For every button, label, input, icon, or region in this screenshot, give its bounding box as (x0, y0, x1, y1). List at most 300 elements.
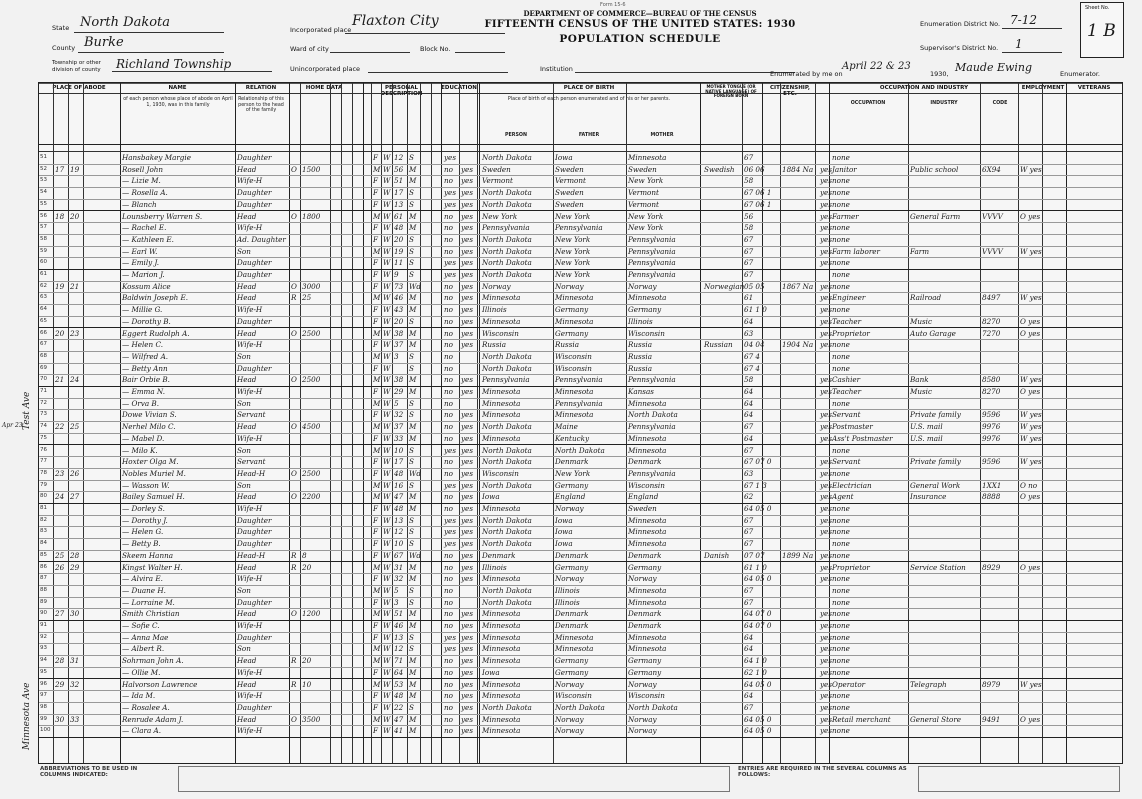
cell-cit: 1899 Na (782, 550, 814, 560)
cell-cit: 1904 Na (782, 340, 814, 350)
cell-rd: yes (461, 328, 474, 338)
cell-val: 1800 (302, 211, 321, 221)
enumerated-label: Enumerated by me on (770, 70, 843, 78)
cell-code: 62 (744, 492, 754, 502)
cell-fam: 24 (70, 375, 80, 385)
cell-sch: no (444, 656, 453, 666)
cell-race: W (383, 597, 391, 607)
cell-fam: 19 (70, 164, 80, 174)
table-row (39, 679, 1122, 691)
cell-occ: Retail merchant (832, 714, 891, 724)
cell-race: W (383, 223, 391, 233)
cell-mpob: Norway (628, 714, 657, 724)
cell-pob: Denmark (482, 550, 516, 560)
table-row (39, 351, 1122, 363)
cell-eng: yes (820, 656, 833, 666)
cell-eng: yes (820, 340, 833, 350)
cell-emp: W yes (1020, 164, 1042, 174)
cell-name: — Albert R. (122, 644, 165, 654)
cell-eng: yes (820, 550, 833, 560)
cell-pob: Minnesota (482, 644, 521, 654)
cell-fpob: Norway (555, 714, 584, 724)
cell-ind: Public school (910, 164, 959, 174)
cell-eng: yes (820, 387, 833, 396)
cell-occ: none (832, 445, 850, 455)
cell-fpob: Norway (555, 726, 584, 736)
cell-rel: Wife-H (237, 340, 263, 350)
cell-pob: Minnesota (482, 691, 521, 701)
cell-pob: North Dakota (482, 270, 532, 279)
cell-ind: Railroad (910, 293, 942, 303)
cell-name: — Dorley S. (122, 504, 165, 513)
cell-fpob: Iowa (555, 527, 573, 537)
cell-code: 07 07 (744, 550, 765, 560)
cell-rel: Daughter (237, 527, 272, 537)
cell-val: 10 (302, 679, 312, 689)
cell-fpob: New York (555, 258, 591, 268)
cell-rel: Wife-H (237, 667, 263, 677)
cell-rel: Daughter (237, 188, 272, 198)
cell-rd: yes (461, 726, 474, 736)
cell-n: 77 (40, 458, 47, 465)
cell-rd: yes (461, 270, 474, 279)
cell-mpob: Norway (628, 726, 657, 736)
group-place-of-birth: PLACE OF BIRTH (563, 85, 615, 91)
cell-code: 61 1 0 (744, 305, 767, 315)
cell-name: — Mabel D. (122, 433, 165, 443)
cell-dw: 28 (55, 656, 65, 666)
table-row (39, 714, 1122, 726)
cell-sex: F (373, 527, 378, 537)
cell-fpob: New York (555, 468, 591, 478)
cell-race: W (383, 632, 391, 642)
cell-name: — Sofie C. (122, 621, 160, 630)
cell-age: 3 (394, 597, 399, 607)
cell-fam: 29 (70, 562, 80, 572)
cell-mpob: Minnesota (628, 433, 667, 443)
cell-mpob: North Dakota (628, 702, 678, 712)
cell-n: 55 (40, 200, 47, 207)
cell-rd: yes (461, 258, 474, 268)
cell-occ: none (832, 199, 850, 209)
cell-n: 58 (40, 235, 47, 242)
cell-rel: Son (237, 246, 251, 256)
table-row (39, 690, 1122, 702)
cell-sch: no (444, 562, 453, 572)
cell-code: 56 (744, 211, 754, 221)
cell-sch: no (444, 316, 453, 326)
cell-n: 89 (40, 598, 47, 605)
cell-ms: S (409, 445, 414, 455)
cell-code: 64 (744, 644, 754, 654)
cell-ms: Wd (409, 468, 421, 478)
cell-occ: Teacher (832, 316, 862, 326)
cell-name: — Anna Mae (122, 632, 169, 642)
cell-rd: yes (461, 164, 474, 174)
state-label: State (52, 24, 70, 32)
cell-eng: yes (820, 199, 833, 209)
cell-race: W (383, 714, 391, 724)
cell-sex: M (373, 211, 381, 221)
cell-name: Smith Christian (122, 609, 180, 619)
cell-name: — Dorothy J. (122, 515, 168, 525)
cell-mpob: Germany (628, 667, 662, 677)
cell-own: O (291, 375, 297, 385)
cell-race: W (383, 316, 391, 326)
cell-rd: yes (461, 223, 474, 233)
cell-fpob: Iowa (555, 539, 573, 549)
cell-ms: S (409, 234, 414, 244)
cell-rel: Wife-H (237, 726, 263, 736)
cell-name: — Ollie M. (122, 667, 161, 677)
cell-age: 56 (394, 164, 404, 174)
cell-race: W (383, 293, 391, 303)
cell-race: W (383, 281, 391, 291)
cell-sex: F (373, 363, 378, 373)
table-row (39, 328, 1122, 340)
cell-age: 11 (394, 258, 404, 268)
cell-rel: Wife-H (237, 433, 263, 443)
cell-age: 17 (394, 188, 404, 198)
cell-race: W (383, 246, 391, 256)
cell-rd: yes (461, 211, 474, 221)
cell-ocode: 9596 (982, 410, 1001, 420)
cell-eng: yes (820, 621, 833, 630)
cell-ind: General Farm (910, 211, 961, 221)
cell-mpob: Minnesota (628, 153, 667, 162)
cell-ms: M (409, 609, 417, 619)
cell-fpob: Norway (555, 504, 584, 513)
cell-own: R (291, 656, 297, 666)
cell-race: W (383, 702, 391, 712)
cell-pob: Minnesota (482, 316, 521, 326)
cell-ms: M (409, 176, 417, 186)
cell-name: Skeem Hanna (122, 550, 173, 560)
cell-sch: yes (444, 539, 457, 549)
cell-val: 3000 (302, 281, 321, 291)
cell-name: Bailey Samuel H. (122, 492, 185, 502)
cell-mpob: Minnesota (628, 632, 667, 642)
cell-n: 52 (40, 165, 47, 172)
cell-fpob: North Dakota (555, 445, 605, 455)
cell-sex: F (373, 621, 378, 630)
cell-rd: yes (461, 433, 474, 443)
group-employment: EMPLOYMENT (1021, 85, 1065, 91)
cell-pob: North Dakota (482, 234, 532, 244)
cell-fpob: Germany (555, 305, 589, 315)
cell-own: O (291, 281, 297, 291)
cell-pob: Minnesota (482, 621, 521, 630)
enumerated-date: April 22 & 23 (842, 61, 911, 72)
cell-emp: W yes (1020, 679, 1042, 689)
cell-eng: yes (820, 410, 833, 420)
cell-eng: yes (820, 375, 833, 385)
township-label: Township or other division of county (52, 60, 101, 73)
cell-age: 12 (394, 527, 404, 537)
form-number: Form 15-6 (600, 2, 626, 8)
cell-code: 64 (744, 632, 754, 642)
cell-eng: yes (820, 328, 833, 338)
cell-emp: O yes (1020, 316, 1041, 326)
cell-race: W (383, 492, 391, 502)
cell-fpob: Pennsylvania (555, 398, 603, 408)
cell-pob: Wisconsin (482, 328, 519, 338)
cell-fpob: Sweden (555, 164, 584, 174)
cell-ms: M (409, 667, 417, 677)
cell-occ: none (832, 223, 850, 233)
cell-ms: S (409, 644, 414, 654)
table-row (39, 503, 1122, 515)
cell-fpob: Minnesota (555, 410, 594, 420)
cell-race: W (383, 504, 391, 513)
cell-race: W (383, 679, 391, 689)
cell-sch: no (444, 375, 453, 385)
cell-code: 67 (744, 702, 754, 712)
cell-name: — Emma N. (122, 387, 166, 396)
cell-ms: M (409, 375, 417, 385)
cell-name: — Alvira E. (122, 574, 163, 584)
cell-age: 51 (394, 176, 404, 186)
cell-mpob: Germany (628, 305, 662, 315)
cell-n: 95 (40, 668, 47, 675)
table-row (39, 526, 1122, 538)
cell-rd: yes (461, 562, 474, 572)
cell-rel: Servant (237, 457, 266, 467)
cell-race: W (383, 445, 391, 455)
cell-ms: S (409, 316, 414, 326)
cell-name: — Blanch (122, 199, 157, 209)
cell-pob: Minnesota (482, 433, 521, 443)
cell-pob: Minnesota (482, 410, 521, 420)
cell-occ: none (832, 281, 850, 291)
cell-age: 46 (394, 621, 404, 630)
cell-rel: Daughter (237, 153, 272, 162)
cell-name: — Wasson W. (122, 480, 170, 490)
cell-age: 12 (394, 644, 404, 654)
cell-age: 73 (394, 281, 404, 291)
cell-code: 64 (744, 433, 754, 443)
cell-age: 10 (394, 539, 404, 549)
cell-ocode: 9976 (982, 422, 1001, 432)
cell-emp: W yes (1020, 246, 1042, 256)
cell-val: 2500 (302, 328, 321, 338)
cell-pob: Iowa (482, 667, 500, 677)
cell-sch: no (444, 504, 453, 513)
cell-fpob: Maine (555, 422, 578, 432)
cell-rd: yes (461, 527, 474, 537)
cell-sch: no (444, 363, 453, 373)
department: DEPARTMENT OF COMMERCE—BUREAU OF THE CENSUS (523, 9, 757, 18)
cell-fpob: Germany (555, 328, 589, 338)
cell-val: 20 (302, 562, 312, 572)
cell-occ: none (832, 305, 850, 315)
code-head: CODE (992, 101, 1008, 106)
cell-code: 67 (744, 539, 754, 549)
cell-fpob: New York (555, 234, 591, 244)
cell-mpob: Germany (628, 656, 662, 666)
cell-dw: 17 (55, 164, 65, 174)
cell-occ: Proprietor (832, 562, 870, 572)
cell-pob: Minnesota (482, 293, 521, 303)
cell-val: 1200 (302, 609, 321, 619)
cell-sch: no (444, 574, 453, 584)
cell-ocode: 7270 (982, 328, 1001, 338)
cell-sex: F (373, 270, 378, 279)
cell-fpob: Kentucky (555, 433, 590, 443)
cell-pob: Minnesota (482, 574, 521, 584)
cell-sex: F (373, 223, 378, 233)
cell-name: — Earl W. (122, 246, 158, 256)
cell-fpob: Illinois (555, 585, 580, 595)
cell-ms: M (409, 621, 417, 630)
cell-rel: Son (237, 644, 251, 654)
cell-mpob: Vermont (628, 199, 659, 209)
cell-occ: none (832, 188, 850, 198)
cell-sch: yes (444, 258, 457, 268)
cell-mpob: Minnesota (628, 293, 667, 303)
cell-race: W (383, 550, 391, 560)
cell-cit: 1884 Na (782, 164, 814, 174)
table-row (39, 456, 1122, 468)
cell-ms: S (409, 246, 414, 256)
table-row (39, 222, 1122, 234)
cell-code: 61 (744, 293, 754, 303)
cell-mpob: Germany (628, 562, 662, 572)
supervisor-label: Supervisor's District No. (920, 44, 999, 52)
cell-ocode: 8580 (982, 375, 1001, 385)
cell-sex: M (373, 445, 381, 455)
cell-n: 71 (40, 388, 47, 394)
cell-code: 58 (744, 375, 754, 385)
cell-mpob: Pennsylvania (628, 468, 676, 478)
cell-code: 64 05 0 (744, 726, 772, 736)
cell-fam: 23 (70, 328, 80, 338)
cell-dw: 25 (55, 550, 65, 560)
cell-sch: yes (444, 632, 457, 642)
cell-rd: yes (461, 667, 474, 677)
cell-race: W (383, 211, 391, 221)
cell-sch: no (444, 585, 453, 595)
cell-race: W (383, 258, 391, 268)
cell-emp: O yes (1020, 211, 1041, 221)
cell-sch: yes (444, 527, 457, 537)
abbrev-box (178, 766, 730, 792)
cell-eng: yes (820, 188, 833, 198)
table-row (39, 187, 1122, 199)
table-row (39, 445, 1122, 457)
sheet-value: 1 B (1087, 21, 1116, 41)
cell-eng: yes (820, 422, 833, 432)
cell-mpob: Minnesota (628, 644, 667, 654)
cell-ind: Music (910, 316, 933, 326)
cell-sex: M (373, 293, 381, 303)
cell-ms: M (409, 293, 417, 303)
cell-sex: M (373, 375, 381, 385)
cell-rel: Daughter (237, 515, 272, 525)
cell-ocode: 1XX1 (982, 480, 1002, 490)
cell-rd: yes (461, 387, 474, 396)
cell-eng: yes (820, 468, 833, 478)
cell-fpob: Denmark (555, 609, 589, 619)
cell-age: 16 (394, 480, 404, 490)
cell-pob: North Dakota (482, 539, 532, 549)
cell-fpob: Illinois (555, 597, 580, 607)
cell-n: 91 (40, 622, 47, 628)
cell-rel: Wife-H (237, 387, 263, 396)
cell-name: Bair Orbie B. (122, 375, 170, 385)
cell-occ: none (832, 550, 850, 560)
cell-ocode: 6X94 (982, 164, 1001, 174)
cell-fpob: Russia (555, 340, 580, 350)
cell-race: W (383, 667, 391, 677)
cell-sex: F (373, 632, 378, 642)
cell-rd: yes (461, 246, 474, 256)
cell-fpob: Denmark (555, 550, 589, 560)
cell-tongue: Russian (704, 340, 733, 350)
cell-occ: none (832, 597, 850, 607)
cell-rd: yes (461, 293, 474, 303)
cell-fam: 32 (70, 679, 80, 689)
cell-occ: none (832, 667, 850, 677)
cell-name: Renrude Adam J. (122, 714, 184, 724)
cell-code: 67 06 1 (744, 188, 772, 198)
cell-code: 67 (744, 246, 754, 256)
cell-n: 87 (40, 575, 47, 582)
table-row (39, 573, 1122, 585)
cell-n: 57 (40, 224, 47, 231)
cell-eng: yes (820, 164, 833, 174)
sheet-label: Sheet No. (1085, 5, 1110, 11)
cell-rd: yes (461, 410, 474, 420)
cell-ms: M (409, 433, 417, 443)
cell-rd: yes (461, 632, 474, 642)
cell-val: 2500 (302, 375, 321, 385)
cell-age: 48 (394, 691, 404, 701)
block-label: Block No. (420, 45, 451, 53)
table-row (39, 257, 1122, 269)
cell-rel: Head-H (237, 468, 266, 478)
cell-own: O (291, 211, 297, 221)
cell-n: 59 (40, 247, 47, 254)
cell-ms: S (409, 258, 414, 268)
cell-pob: Minnesota (482, 714, 521, 724)
cell-fpob: Minnesota (555, 316, 594, 326)
cell-pob: Minnesota (482, 632, 521, 642)
cell-code: 67 (744, 270, 754, 279)
cell-pob: North Dakota (482, 702, 532, 712)
cell-mpob: Minnesota (628, 515, 667, 525)
cell-occ: none (832, 515, 850, 525)
cell-n: 73 (40, 411, 47, 418)
cell-code: 67 (744, 585, 754, 595)
cell-emp: O no (1020, 480, 1038, 490)
cell-code: 63 (744, 468, 754, 478)
cell-mpob: Pennsylvania (628, 422, 676, 432)
cell-pob: Vermont (482, 176, 513, 186)
cell-age: 32 (394, 410, 404, 420)
cell-ms: S (409, 480, 414, 490)
cell-tongue: Danish (704, 550, 730, 560)
table-row (39, 702, 1122, 714)
cell-code: 64 07 0 (744, 609, 772, 619)
cell-name: Kossum Alice (122, 281, 171, 291)
cell-occ: none (832, 363, 850, 373)
cell-eng: yes (820, 258, 833, 268)
cell-pob: North Dakota (482, 422, 532, 432)
cell-sch: yes (444, 445, 457, 455)
cell-ind: Music (910, 387, 933, 396)
cell-ocode: 9976 (982, 433, 1001, 443)
